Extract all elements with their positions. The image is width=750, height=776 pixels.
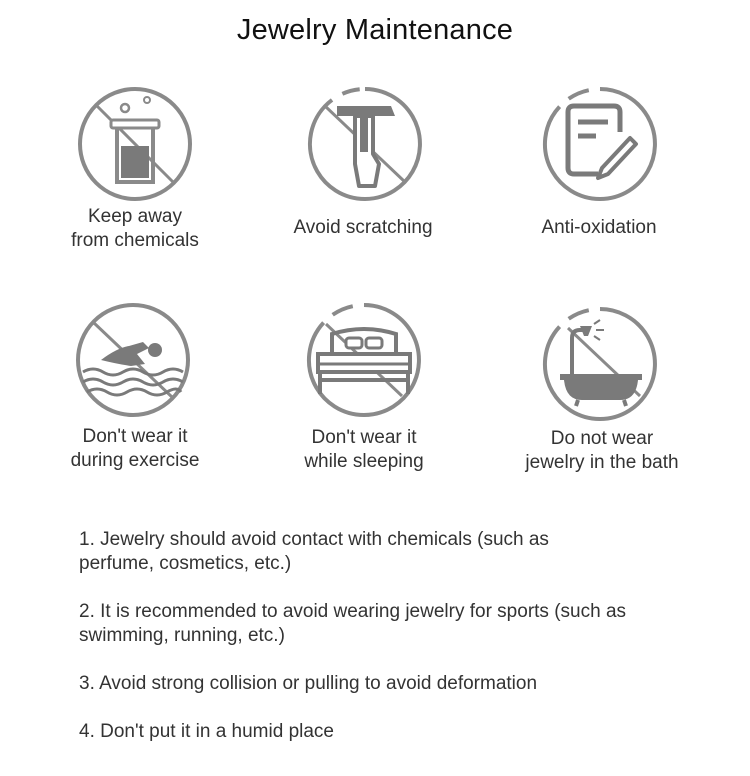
care-note-2: 2. It is recommended to avoid wearing jewelry for sports (such as swimming, running, etc.) bbox=[79, 601, 627, 646]
swimmer-icon bbox=[71, 298, 195, 422]
bed-icon bbox=[302, 298, 426, 422]
document-pen-icon bbox=[538, 82, 662, 206]
care-note-3: 3. Avoid strong collision or pulling to avoid deformation bbox=[79, 673, 538, 694]
label-line: jewelry in the bath bbox=[525, 452, 679, 473]
care-note-1: 1. Jewelry should avoid contact with chemicals (such as perfume, cosmetics, etc.) bbox=[79, 529, 549, 574]
hammer-icon bbox=[303, 82, 427, 206]
label-line: Don't wear it bbox=[82, 426, 188, 447]
feature-label-exercise bbox=[25, 425, 245, 473]
label-line: Don't wear it bbox=[311, 427, 417, 448]
label-line: Anti-oxidation bbox=[541, 217, 657, 238]
care-note-4: 4. Don't put it in a humid place bbox=[79, 721, 334, 742]
feature-label-scratching bbox=[253, 216, 473, 240]
label-line: Keep away bbox=[87, 206, 182, 227]
label-line: Avoid scratching bbox=[293, 217, 433, 238]
feature-label-sleeping bbox=[254, 426, 474, 474]
page-title: Jewelry Maintenance bbox=[236, 14, 514, 46]
feature-label-bath bbox=[492, 427, 712, 475]
bathtub-icon bbox=[538, 302, 662, 426]
chemical-beaker-icon bbox=[73, 82, 197, 206]
feature-label-chemicals bbox=[25, 205, 245, 253]
label-line: while sleeping bbox=[304, 451, 424, 472]
label-line: during exercise bbox=[70, 450, 200, 471]
label-line: from chemicals bbox=[71, 230, 199, 251]
label-line: Do not wear bbox=[550, 428, 654, 449]
feature-label-oxidation bbox=[489, 216, 709, 240]
